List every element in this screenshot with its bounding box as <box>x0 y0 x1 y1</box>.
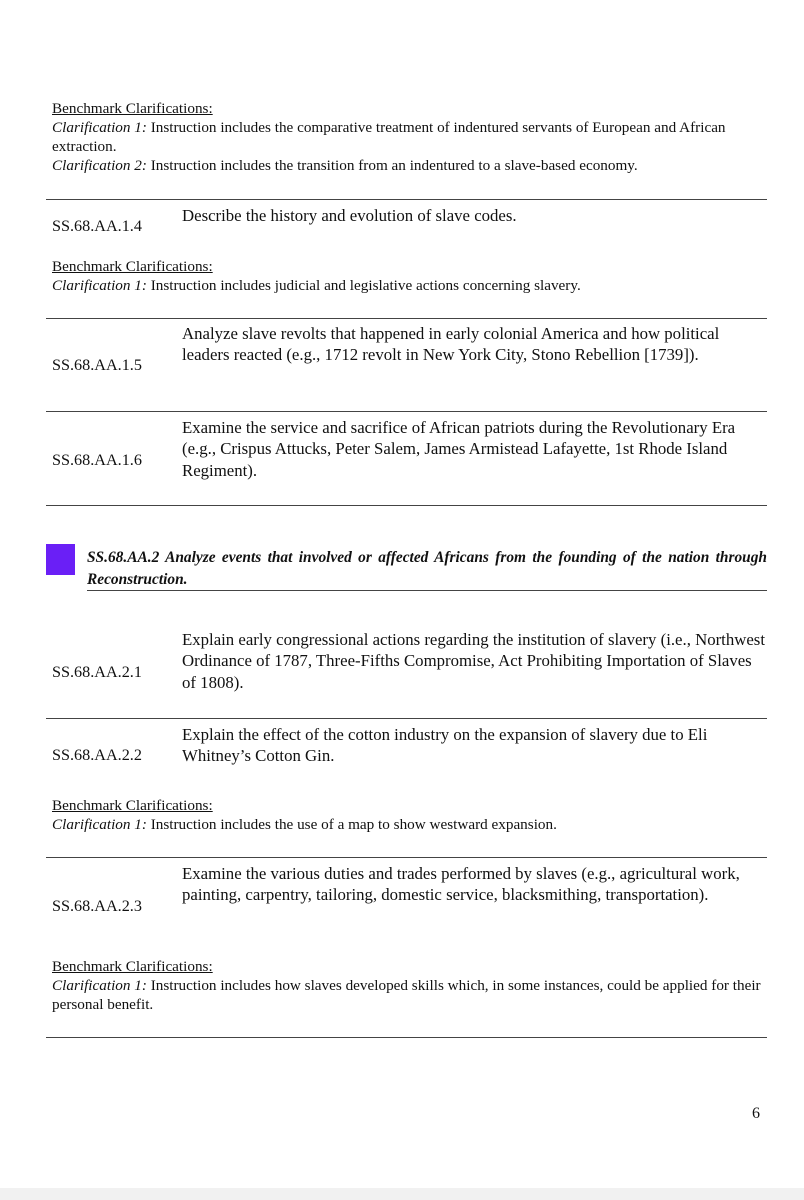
clarifications-heading: Benchmark Clarifications: <box>52 258 213 275</box>
clarification-label: Clarification 1: <box>52 277 147 294</box>
clarifications-heading: Benchmark Clarifications: <box>52 797 213 814</box>
row-divider <box>46 318 767 319</box>
clarification-text: Instruction includes the use of a map to show westward expansion. <box>146 816 557 833</box>
standard-underline <box>87 590 767 591</box>
clarification-text: Instruction includes judicial and legislative actions concerning slavery. <box>146 277 581 294</box>
benchmark-code: SS.68.AA.2.2 <box>52 746 142 764</box>
benchmark-clarifications <box>52 957 767 1014</box>
clarification-label: Clarification 1: <box>52 119 147 136</box>
benchmark-clarifications <box>52 99 767 175</box>
benchmark-clarifications <box>52 257 767 295</box>
clarification-item <box>52 118 767 156</box>
clarification-text: Instruction includes the comparative treatment of indentured servants of European and African extraction. <box>52 119 726 155</box>
row-divider <box>46 857 767 858</box>
row-divider <box>46 718 767 719</box>
benchmark-description: Examine the service and sacrifice of African patriots during the Revolutionary Era (e.g., Crispus Attucks, Peter Salem, James Armistead Lafayette, 1st Rhode Island Regiment). <box>182 418 736 480</box>
clarification-label: Clarification 2: <box>52 157 147 174</box>
clarification-item <box>52 156 767 175</box>
clarification-label: Clarification 1: <box>52 977 147 994</box>
standard-marker <box>46 544 75 575</box>
clarifications-heading: Benchmark Clarifications: <box>52 100 213 117</box>
page-bottom-edge <box>0 1188 804 1200</box>
row-divider <box>46 505 767 506</box>
clarification-item <box>52 276 767 295</box>
benchmark-code: SS.68.AA.1.6 <box>52 451 142 469</box>
page-number: 6 <box>752 1105 760 1122</box>
clarification-item <box>52 976 767 1014</box>
clarifications-heading: Benchmark Clarifications: <box>52 958 213 975</box>
benchmark-code: SS.68.AA.2.3 <box>52 897 142 915</box>
benchmark-description: Explain early congressional actions regarding the institution of slavery (i.e., Northwest Ordinance of 1787, Three-Fifths Compromise, Act Prohibiting Importation of Slaves of 1808). <box>182 630 765 692</box>
clarification-label: Clarification 1: <box>52 816 147 833</box>
standard-title: SS.68.AA.2 Analyze events that involved or affected Africans from the founding of the nation through Reconstruction. <box>87 549 767 588</box>
clarification-text: Instruction includes the transition from an indentured to a slave-based economy. <box>146 157 638 174</box>
benchmark-description: Analyze slave revolts that happened in early colonial America and how political leaders reacted (e.g., 1712 revolt in New York City, Stono Rebellion [1739]). <box>182 324 720 365</box>
benchmark-description: Examine the various duties and trades performed by slaves (e.g., agricultural work, painting, carpentry, tailoring, domestic service, blacksmithing, transportation). <box>182 864 740 905</box>
row-divider <box>46 199 767 200</box>
benchmark-code: SS.68.AA.1.5 <box>52 356 142 374</box>
benchmark-description: Explain the effect of the cotton industry on the expansion of slavery due to Eli Whitney’s Cotton Gin. <box>182 725 708 766</box>
row-divider <box>46 1037 767 1038</box>
benchmark-code: SS.68.AA.1.4 <box>52 217 142 235</box>
clarification-text: Instruction includes how slaves developed skills which, in some instances, could be applied for their personal benefit. <box>52 977 761 1013</box>
clarification-item <box>52 815 767 834</box>
benchmark-clarifications <box>52 796 767 834</box>
benchmark-description: Describe the history and evolution of slave codes. <box>182 206 517 225</box>
row-divider <box>46 411 767 412</box>
benchmark-code: SS.68.AA.2.1 <box>52 663 142 681</box>
